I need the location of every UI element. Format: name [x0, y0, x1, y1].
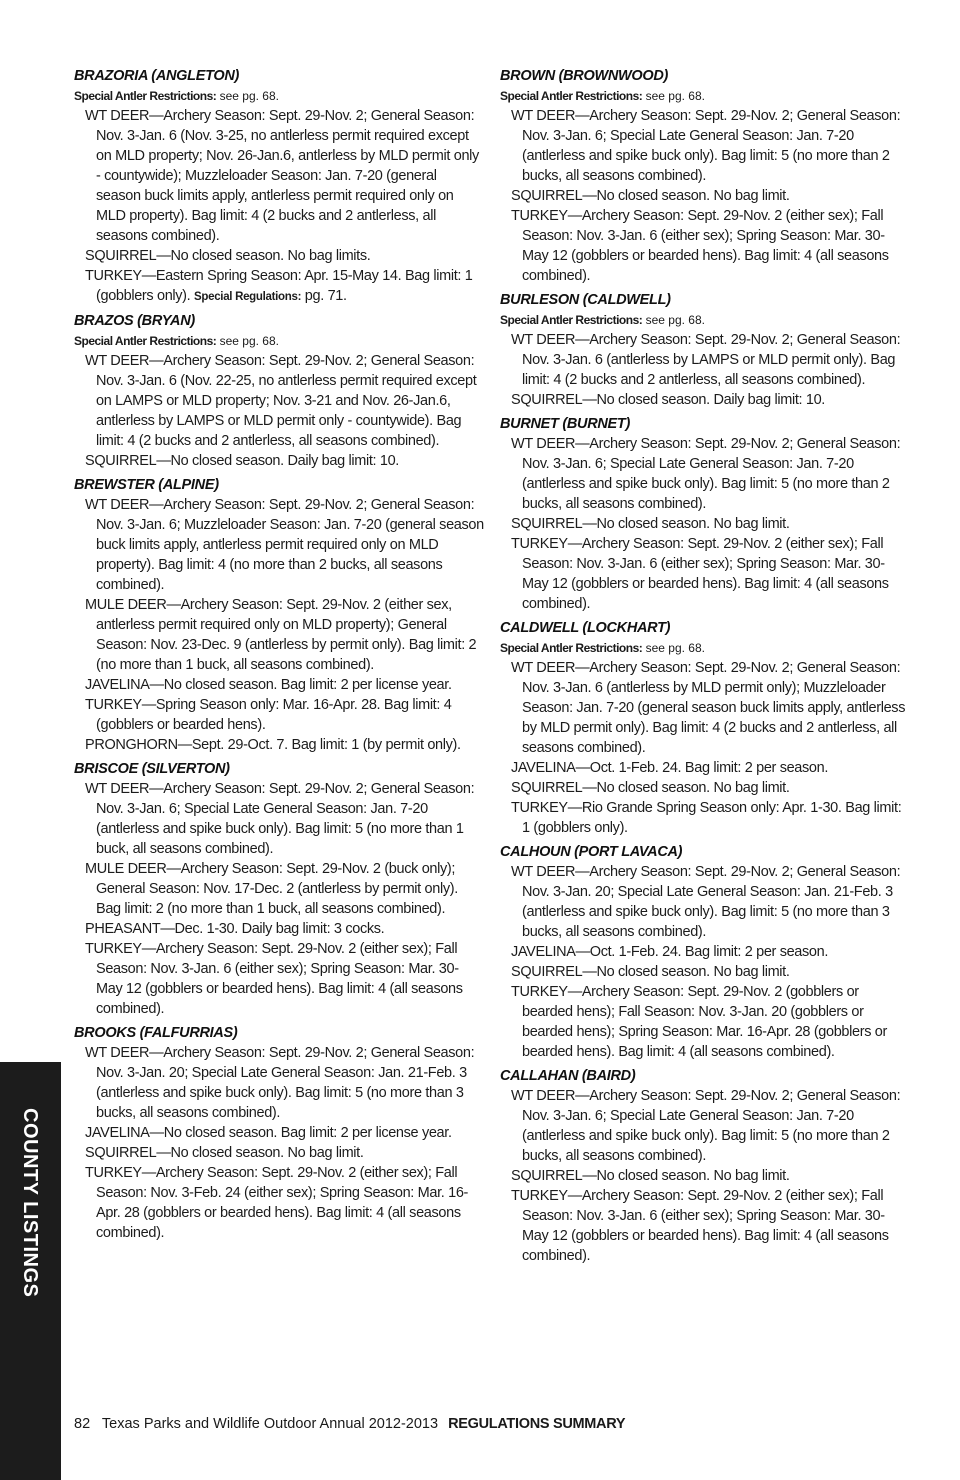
season-entry	[74, 939, 484, 1019]
season-text: WT DEER—Archery Season: Sept. 29-Nov. 2; General Season: Nov. 3-Jan. 6; Special Late General Season: Jan. 7-20 (antlerless and spike buck only). Bag limit: 5 (no more than 1 buck, all seasons combined).	[85, 781, 475, 857]
county-section	[500, 618, 910, 838]
season-entry	[74, 1043, 484, 1123]
season-text: JAVELINA—Oct. 1-Feb. 24. Bag limit: 2 per season.	[511, 944, 829, 960]
special-antler-restrictions	[500, 638, 910, 658]
season-text: TURKEY—Archery Season: Sept. 29-Nov. 2 (either sex); Fall Season: Nov. 3-Jan. 6 (either sex); Spring Season: Mar. 30-May 12 (gobblers or bearded hens). Bag limit: 4 (all seasons combined).	[511, 208, 889, 284]
season-text: SQUIRREL—No closed season. No bag limits.	[85, 248, 371, 264]
season-text: MULE DEER—Archery Season: Sept. 29-Nov. 2 (buck only); General Season: Nov. 17-Dec. 2 (antlerless by permit only). Bag limit: 2 (no more than 1 buck, all seasons combined).	[85, 861, 458, 917]
season-text: WT DEER—Archery Season: Sept. 29-Nov. 2; General Season: Nov. 3-Jan. 6 (Nov. 3-25, no antlerless permit required except on MLD property; Nov. 26-Jan.6, antlerless by MLD permit only - countywide); Muzzleloader Season: Jan. 7-20 (general season buck limits apply, antlerless permit required only on MLD property). Bag limit: 4 (2 bucks and 2 antlerless, all seasons combined).	[85, 108, 479, 244]
season-text: JAVELINA—No closed season. Bag limit: 2 per license year.	[85, 1125, 452, 1141]
season-text: WT DEER—Archery Season: Sept. 29-Nov. 2; General Season: Nov. 3-Jan. 6 (antlerless by MLD permit only); Muzzleloader Season: Jan. 7-20 (general season buck limits apply, antlerless by MLD permit only). Bag limit: 4 (2 bucks and 2 antlerless, all seasons combined).	[511, 660, 906, 756]
season-text: TURKEY—Rio Grande Spring Season only: Apr. 1-30. Bag limit: 1 (gobblers only).	[511, 800, 902, 836]
season-entry	[500, 982, 910, 1062]
season-entry	[74, 495, 484, 595]
county-title: BROOKS (FALFURRIAS)	[74, 1025, 238, 1041]
season-entry	[74, 735, 484, 755]
county-title: BRAZORIA (ANGLETON)	[74, 68, 240, 84]
season-entry	[74, 1163, 484, 1243]
season-entry	[500, 206, 910, 286]
restriction-reference: see pg. 68.	[216, 89, 279, 103]
season-text: TURKEY—Archery Season: Sept. 29-Nov. 2 (either sex); Fall Season: Nov. 3-Jan. 6 (either sex); Spring Season: Mar. 30-May 12 (gobblers or bearded hens). Bag limit: 4 (all seasons combined).	[511, 536, 889, 612]
county-section	[500, 1066, 910, 1266]
season-text: PHEASANT—Dec. 1-30. Daily bag limit: 3 cocks.	[85, 921, 385, 937]
season-text: WT DEER—Archery Season: Sept. 29-Nov. 2; General Season: Nov. 3-Jan. 20; Special Late General Season: Jan. 21-Feb. 3 (antlerless and spike buck only). Bag limit: 5 (no more than 3 bucks, all seasons combined).	[511, 864, 901, 940]
season-entry	[74, 859, 484, 919]
season-entry	[74, 1123, 484, 1143]
season-entry	[500, 534, 910, 614]
season-text: WT DEER—Archery Season: Sept. 29-Nov. 2; General Season: Nov. 3-Jan. 6; Muzzleloader Season: Jan. 7-20 (general season buck limits apply, antlerless permit required only on MLD property). Bag limit: 4 (no more than 2 bucks, all seasons combined).	[85, 497, 484, 593]
season-text: WT DEER—Archery Season: Sept. 29-Nov. 2; General Season: Nov. 3-Jan. 20; Special Late General Season: Jan. 21-Feb. 3 (antlerless and spike buck only). Bag limit: 5 (no more than 3 bucks, all seasons combined).	[85, 1045, 475, 1121]
season-text: PRONGHORN—Sept. 29-Oct. 7. Bag limit: 1 (by permit only).	[85, 737, 461, 753]
season-text: TURKEY—Archery Season: Sept. 29-Nov. 2 (either sex); Fall Season: Nov. 3-Feb. 24 (either sex); Spring Season: Mar. 16-Apr. 28 (gobblers or bearded hens). Bag limit: 4 (all seasons combined).	[85, 1165, 469, 1241]
season-text: WT DEER—Archery Season: Sept. 29-Nov. 2; General Season: Nov. 3-Jan. 6; Special Late General Season: Jan. 7-20 (antlerless and spike buck only). Bag limit: 5 (no more than 2 bucks, all seasons combined).	[511, 1088, 901, 1164]
county-section	[500, 414, 910, 614]
restriction-label: Special Antler Restrictions:	[500, 313, 643, 327]
season-entry	[500, 758, 910, 778]
season-entry	[74, 695, 484, 735]
restriction-reference: see pg. 68.	[216, 334, 279, 348]
county-title: BRISCOE (SILVERTON)	[74, 761, 230, 777]
county-title: BURNET (BURNET)	[500, 416, 631, 432]
season-text: SQUIRREL—No closed season. No bag limit.	[511, 780, 790, 796]
publication-title: Texas Parks and Wildlife Outdoor Annual 2012-2013	[101, 1416, 439, 1432]
special-antler-restrictions	[500, 86, 910, 106]
county-section	[74, 475, 484, 755]
page-footer	[74, 1416, 625, 1432]
county-title: CALLAHAN (BAIRD)	[500, 1068, 636, 1084]
season-text: JAVELINA—No closed season. Bag limit: 2 per license year.	[85, 677, 452, 693]
season-entry	[74, 675, 484, 695]
season-text: SQUIRREL—No closed season. No bag limit.	[85, 1145, 364, 1161]
season-entry	[500, 778, 910, 798]
season-entry	[500, 1086, 910, 1166]
season-text: SQUIRREL—No closed season. Daily bag limit: 10.	[85, 453, 399, 469]
county-title: BRAZOS (BRYAN)	[74, 313, 195, 329]
season-text: TURKEY—Archery Season: Sept. 29-Nov. 2 (either sex); Fall Season: Nov. 3-Jan. 6 (either sex); Spring Season: Mar. 30-May 12 (gobblers or bearded hens). Bag limit: 4 (all seasons combined).	[511, 1188, 889, 1264]
season-entry	[500, 186, 910, 206]
restriction-label: Special Antler Restrictions:	[74, 89, 217, 103]
season-entry	[500, 798, 910, 838]
season-entry	[74, 451, 484, 471]
restriction-reference: see pg. 68.	[642, 313, 705, 327]
season-entry	[74, 779, 484, 859]
county-title: BURLESON (CALDWELL)	[500, 292, 671, 308]
season-text: TURKEY—Archery Season: Sept. 29-Nov. 2 (gobblers or bearded hens); Fall Season: Nov. 3-Jan. 20 (gobblers or bearded hens); Spring Season: Mar. 16-Apr. 28 (gobblers or bearded hens). Bag limit: 4 (all seasons combined).	[511, 984, 887, 1060]
special-antler-restrictions	[74, 331, 484, 351]
season-entry	[74, 1143, 484, 1163]
season-text: TURKEY—Archery Season: Sept. 29-Nov. 2 (either sex); Fall Season: Nov. 3-Jan. 6 (either sex); Spring Season: Mar. 30-May 12 (gobblers or bearded hens). Bag limit: 4 (all seasons combined).	[85, 941, 463, 1017]
season-text: JAVELINA—Oct. 1-Feb. 24. Bag limit: 2 per season.	[511, 760, 829, 776]
season-entry	[500, 862, 910, 942]
season-entry	[500, 106, 910, 186]
season-entry	[500, 658, 910, 758]
county-section	[74, 66, 484, 307]
county-section	[74, 1023, 484, 1243]
season-text: TURKEY—Eastern Spring Season: Apr. 15-May 14. Bag limit: 1 (gobblers only).	[85, 268, 473, 304]
season-text: SQUIRREL—No closed season. No bag limit.	[511, 516, 790, 532]
season-text: SQUIRREL—No closed season. No bag limit.	[511, 188, 790, 204]
season-entry	[74, 919, 484, 939]
season-text: WT DEER—Archery Season: Sept. 29-Nov. 2; General Season: Nov. 3-Jan. 6; Special Late General Season: Jan. 7-20 (antlerless and spike buck only). Bag limit: 5 (no more than 2 bucks, all seasons combined).	[511, 436, 901, 512]
season-text: WT DEER—Archery Season: Sept. 29-Nov. 2; General Season: Nov. 3-Jan. 6; Special Late General Season: Jan. 7-20 (antlerless and spike buck only). Bag limit: 5 (no more than 2 bucks, all seasons combined).	[511, 108, 901, 184]
season-text: WT DEER—Archery Season: Sept. 29-Nov. 2; General Season: Nov. 3-Jan. 6 (antlerless by LAMPS or MLD permit only). Bag limit: 4 (2 bucks and 2 antlerless, all seasons combined).	[511, 332, 901, 388]
season-entry	[500, 1166, 910, 1186]
restriction-reference: see pg. 68.	[642, 89, 705, 103]
left-column	[74, 66, 484, 1247]
season-entry	[74, 246, 484, 266]
restriction-reference: see pg. 68.	[642, 641, 705, 655]
restriction-label: Special Antler Restrictions:	[500, 89, 643, 103]
section-side-tab-label: COUNTY LISTINGS	[19, 1108, 41, 1298]
season-entry	[500, 330, 910, 390]
special-antler-restrictions	[500, 310, 910, 330]
season-entry	[500, 434, 910, 514]
season-text: MULE DEER—Archery Season: Sept. 29-Nov. 2 (either sex, antlerless permit required only on MLD property); General Season: Nov. 23-Dec. 9 (antlerless by permit only). Bag limit: 2 (no more than 1 buck, all seasons combined).	[85, 597, 477, 673]
season-text: TURKEY—Spring Season only: Mar. 16-Apr. 28. Bag limit: 4 (gobblers or bearded hens).	[85, 697, 452, 733]
county-section	[500, 290, 910, 410]
special-regulations-page: pg. 71.	[301, 288, 347, 304]
county-section	[500, 842, 910, 1062]
county-section	[500, 66, 910, 286]
season-entry	[500, 942, 910, 962]
county-section	[74, 759, 484, 1019]
season-entry	[74, 351, 484, 451]
county-title: BREWSTER (ALPINE)	[74, 477, 219, 493]
season-entry	[74, 266, 484, 307]
special-regulations-label: Special Regulations:	[194, 291, 302, 303]
section-title: REGULATIONS SUMMARY	[448, 1416, 626, 1432]
season-text: SQUIRREL—No closed season. Daily bag limit: 10.	[511, 392, 825, 408]
restriction-label: Special Antler Restrictions:	[74, 334, 217, 348]
season-entry	[500, 514, 910, 534]
season-entry	[74, 106, 484, 246]
special-antler-restrictions	[74, 86, 484, 106]
county-title: CALDWELL (LOCKHART)	[500, 620, 671, 636]
season-text: SQUIRREL—No closed season. No bag limit.	[511, 964, 790, 980]
season-text: SQUIRREL—No closed season. No bag limit.	[511, 1168, 790, 1184]
season-entry	[500, 390, 910, 410]
page-number: 82	[74, 1416, 91, 1432]
county-title: CALHOUN (PORT LAVACA)	[500, 844, 683, 860]
season-entry	[500, 1186, 910, 1266]
season-entry	[500, 962, 910, 982]
season-text: WT DEER—Archery Season: Sept. 29-Nov. 2; General Season: Nov. 3-Jan. 6 (Nov. 22-25, no antlerless permit required except on LAMPS or MLD property; Nov. 3-21 and Nov. 26-Jan.6, antlerless by LAMPS or MLD permit only - countywide). Bag limit: 4 (2 bucks and 2 antlerless, all seasons combined).	[85, 353, 477, 449]
right-column	[500, 66, 910, 1270]
season-entry	[74, 595, 484, 675]
county-section	[74, 311, 484, 471]
restriction-label: Special Antler Restrictions:	[500, 641, 643, 655]
county-title: BROWN (BROWNWOOD)	[500, 68, 669, 84]
